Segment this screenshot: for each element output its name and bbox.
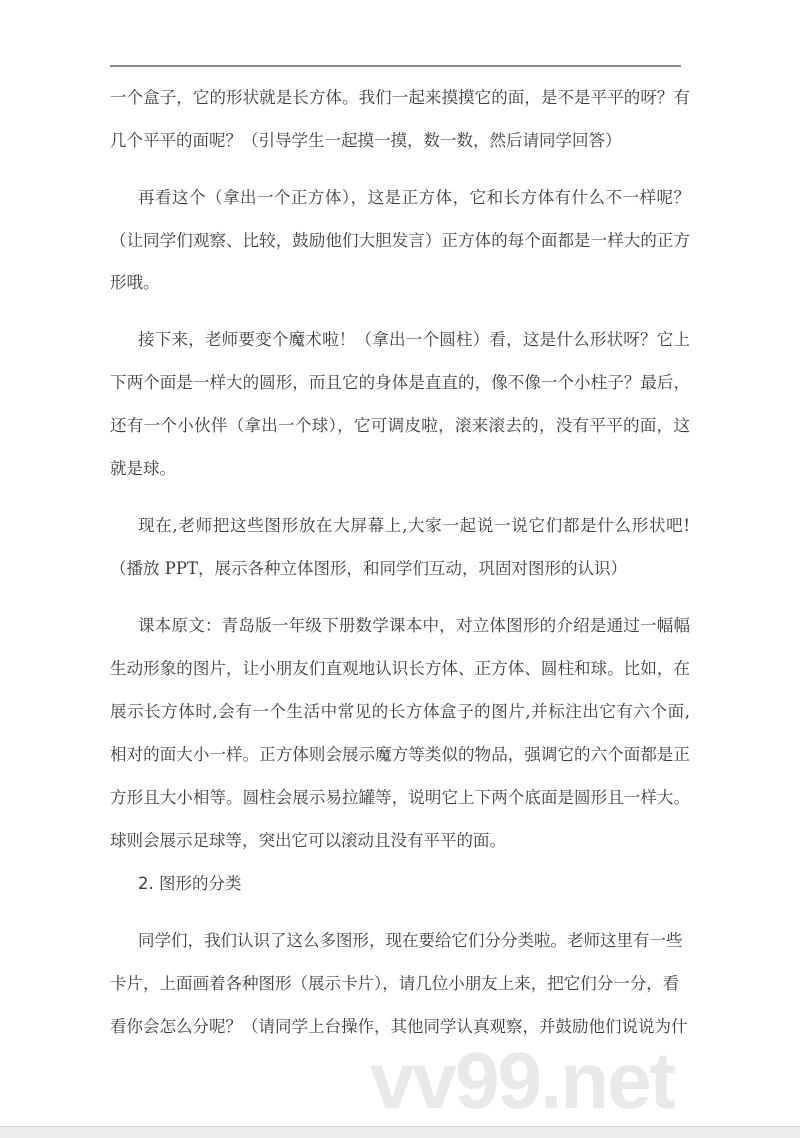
text-line: 展示长方体时,会有一个生活中常见的长方体盒子的图片,并标注出它有六个面, (110, 702, 690, 721)
text-line: 生动形象的图片，让小朋友们直观地认识长方体、正方体、圆柱和球。比如，在 (110, 659, 690, 678)
text-line: 再看这个（拿出一个正方体），这是正方体，它和长方体有什么不一样呢？ (138, 188, 690, 207)
text-line: 同学们，我们认识了这么多图形，现在要给它们分分类啦。老师这里有一些 (138, 931, 683, 950)
text-line: 课本原文：青岛版一年级下册数学课本中，对立体图形的介绍是通过一幅幅 (138, 616, 690, 635)
text-line: 球则会展示足球等，突出它可以滚动且没有平平的面。 (110, 831, 506, 850)
text-line: 现在,老师把这些图形放在大屏幕上,大家一起说一说它们都是什么形状吧! (138, 516, 690, 535)
text-line: 接下来，老师要变个魔术啦！（拿出一个圆柱）看，这是什么形状呀？它上 (138, 330, 690, 349)
text-line: 还有一个小伙伴（拿出一个球），它可调皮啦，滚来滚去的，没有平平的面，这 (110, 416, 690, 435)
text-line: 形哦。 (110, 273, 160, 292)
section-heading: 2. 图形的分类 (138, 874, 242, 893)
text-line: 几个平平的面呢？（引导学生一起摸一摸，数一数，然后请同学回答） (110, 131, 622, 150)
text-line: 就是球。 (110, 459, 176, 478)
text-line: 一个盒子，它的形状就是长方体。我们一起来摸摸它的面，是不是平平的呀？有 (110, 88, 690, 107)
text-line: 看你会怎么分呢？（请同学上台操作，其他同学认真观察，并鼓励他们说说为什 (110, 1017, 688, 1036)
header-rule (110, 65, 681, 67)
text-line: （播放 PPT，展示各种立体图形，和同学们互动，巩固对图形的认识） (110, 559, 627, 578)
text-line: 下两个面是一样大的圆形，而且它的身体是直直的，像不像一个小柱子？最后， (110, 373, 690, 392)
text-line: （让同学们观察、比较，鼓励他们大胆发言）正方体的每个面都是一样大的正方 (110, 231, 690, 250)
text-line: 方形且大小相等。圆柱会展示易拉罐等，说明它上下两个底面是圆形且一样大。 (110, 788, 690, 807)
text-line: 相对的面大小一样。正方体则会展示魔方等类似的物品，强调它的六个面都是正 (110, 745, 690, 764)
watermark: vv99.net (370, 1036, 675, 1125)
page-bottom-edge (0, 1126, 800, 1138)
text-line: 卡片，上面画着各种图形（展示卡片），请几位小朋友上来，把它们分一分，看 (110, 974, 680, 993)
